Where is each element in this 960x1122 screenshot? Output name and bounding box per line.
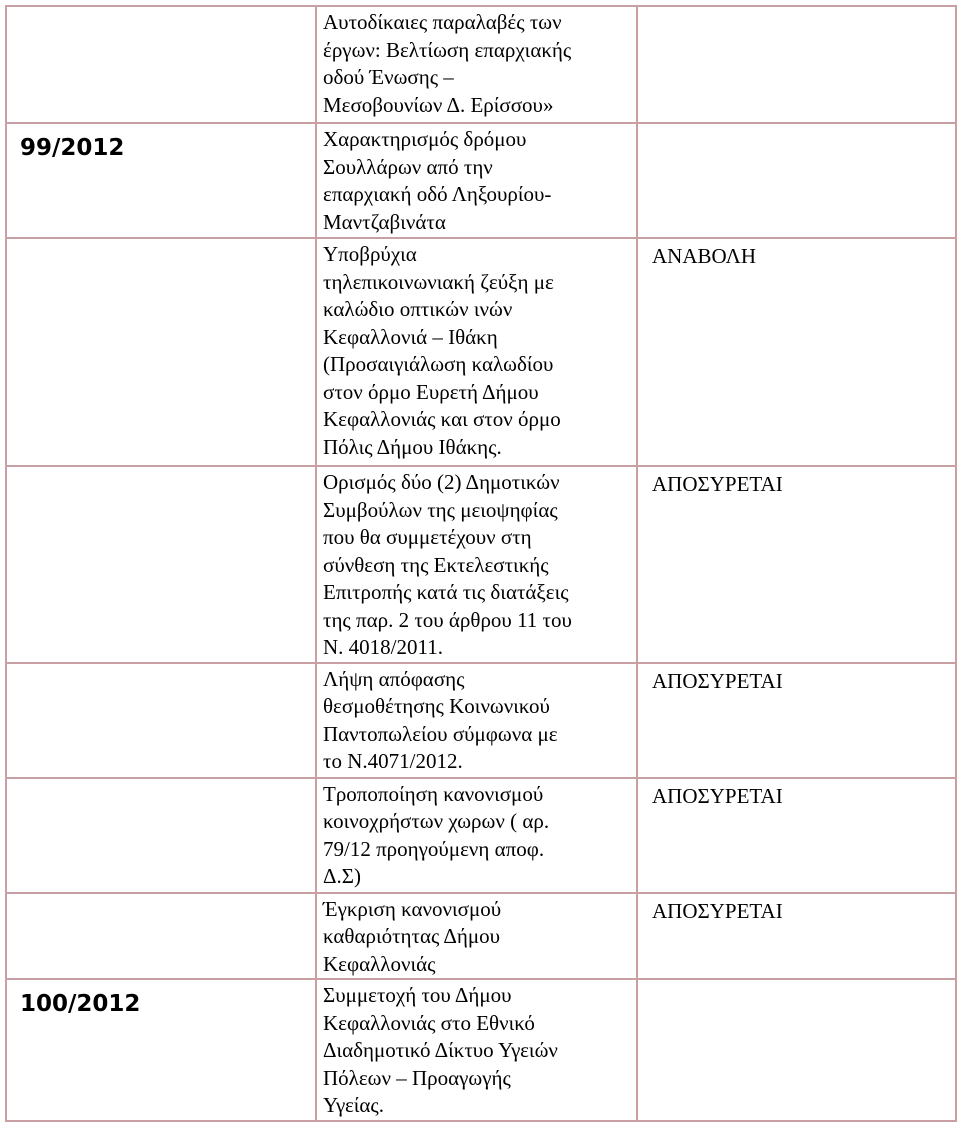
decision-number-cell — [6, 663, 316, 778]
decision-number — [7, 7, 315, 17]
result-cell — [637, 6, 956, 123]
table-row — [6, 6, 956, 123]
result-text — [638, 124, 955, 128]
result-cell — [637, 979, 956, 1121]
subject-text: Χαρακτηρισμός δρόμου Σουλλάρων από την επαρχιακή οδό Ληξουρίου- Μαντζαβινάτα — [323, 127, 552, 234]
subject-text: Έγκριση κανονισμού καθαριότητας Δήμου Κεφαλλονιάς — [323, 896, 502, 976]
table-row — [6, 238, 956, 466]
result-cell — [637, 466, 956, 663]
decision-number-cell — [6, 979, 316, 1121]
decision-number-cell — [6, 238, 316, 466]
table-row — [6, 663, 956, 778]
result-cell — [637, 663, 956, 778]
table-row — [6, 123, 956, 238]
table-row — [6, 778, 956, 893]
subject-cell — [316, 238, 637, 466]
subject-text: Υποβρύχια τηλεπικοινωνιακή ζεύξη με καλώδιο οπτικών ινών Κεφαλλονιά – Ιθάκη (Προσαιγιάλωση καλωδίου στον όρμο Ευρετή Δήμου Κεφαλλονιάς και στον όρμο Πόλις Δήμου Ιθάκης. — [323, 242, 561, 459]
table-row — [6, 466, 956, 663]
subject-text: Λήψη απόφασης θεσμοθέτησης Κοινωνικού Παντοπωλείου σύμφωνα με το Ν.4071/2012. — [323, 666, 558, 773]
subject-cell — [316, 979, 637, 1121]
table-row — [6, 893, 956, 980]
result-text: ΑΠΟΣΥΡΕΤΑΙ — [652, 668, 783, 693]
result-text: ΑΠΟΣΥΡΕΤΑΙ — [652, 783, 783, 808]
subject-text: Τροποποίηση κανονισμού κοινοχρήστων χωρων ( αρ. 79/12 προηγούμενη αποφ. Δ.Σ) — [323, 781, 550, 888]
decision-number — [7, 779, 315, 789]
subject-text: Ορισμός δύο (2) Δημοτικών Συμβούλων της μειοψηφίας που θα συμμετέχουν στη σύνθεση της Εκτελεστικής Επιτροπής κατά τις διατάξεις της παρ. 2 του άρθρου 11 του Ν. 4018/2011. — [323, 470, 572, 659]
decision-number — [7, 467, 315, 477]
decision-number-cell — [6, 6, 316, 123]
decision-number-cell — [6, 778, 316, 893]
subject-cell — [316, 123, 637, 238]
subject-cell — [316, 663, 637, 778]
decision-number-cell — [6, 466, 316, 663]
result-text: ΑΠΟΣΥΡΕΤΑΙ — [652, 472, 783, 496]
subject-text: Αυτοδίκαιες παραλαβές των έργων: Βελτίωση επαρχιακής οδού Ένωσης – Μεσοβουνίων Δ. Ερίσσου» — [323, 10, 572, 117]
result-text: ΑΠΟΣΥΡΕΤΑΙ — [652, 898, 783, 923]
subject-cell — [316, 466, 637, 663]
subject-cell — [316, 6, 637, 123]
result-text — [638, 980, 955, 984]
decision-number — [7, 894, 315, 904]
result-cell — [637, 123, 956, 238]
result-cell — [637, 238, 956, 466]
decisions-table — [5, 5, 957, 1122]
decision-number — [7, 239, 315, 249]
result-cell — [637, 778, 956, 893]
decision-number: 100/2012 — [20, 991, 141, 1017]
subject-text: Συμμετοχή του Δήμου Κεφαλλονιάς στο Εθνικό Διαδημοτικό Δίκτυο Υγειών Πόλεων – Προαγωγής Υγείας. — [323, 983, 558, 1117]
decision-number: 99/2012 — [20, 135, 125, 161]
table-row — [6, 979, 956, 1121]
result-text: ΑΝΑΒΟΛΗ — [652, 244, 757, 268]
result-cell — [637, 893, 956, 980]
decision-number-cell — [6, 123, 316, 238]
decision-number-cell — [6, 893, 316, 980]
decision-number — [7, 664, 315, 674]
subject-cell — [316, 893, 637, 980]
result-text — [638, 7, 955, 11]
subject-cell — [316, 778, 637, 893]
